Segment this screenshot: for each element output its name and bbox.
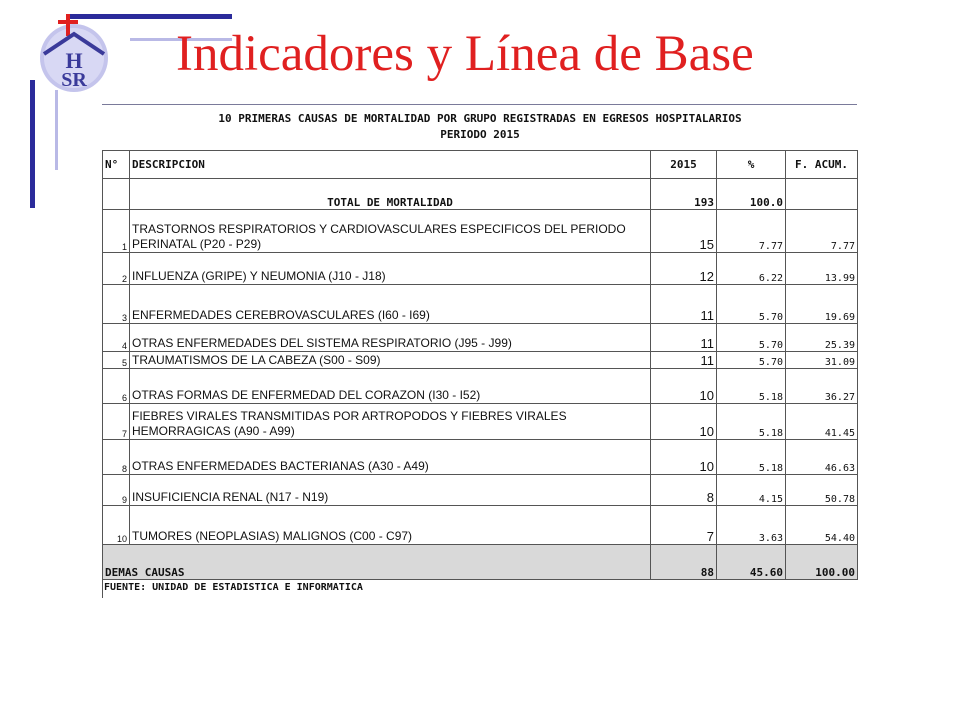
row-pct: 3.63 bbox=[717, 505, 786, 544]
mortality-table bbox=[102, 105, 858, 580]
row-number: 1 bbox=[103, 209, 130, 252]
row-acum: 19.69 bbox=[786, 284, 858, 323]
column-header-row bbox=[103, 150, 858, 178]
row-number: 5 bbox=[103, 351, 130, 368]
total-pct: 100.0 bbox=[717, 178, 786, 209]
col-num-header: N° bbox=[103, 150, 130, 178]
svg-text:H: H bbox=[65, 48, 83, 73]
hospital-logo bbox=[36, 14, 116, 94]
table-row bbox=[103, 323, 858, 351]
row-value: 11 bbox=[651, 284, 717, 323]
total-value: 193 bbox=[651, 178, 717, 209]
row-acum: 31.09 bbox=[786, 351, 858, 368]
row-description: INSUFICIENCIA RENAL (N17 - N19) bbox=[130, 474, 651, 505]
total-row bbox=[103, 178, 858, 209]
row-number: 3 bbox=[103, 284, 130, 323]
table-row bbox=[103, 351, 858, 368]
table-heading-line2: PERIODO 2015 bbox=[440, 128, 520, 142]
frame-line-left bbox=[30, 80, 35, 208]
row-pct: 5.70 bbox=[717, 323, 786, 351]
row-pct: 5.18 bbox=[717, 439, 786, 474]
others-pct: 45.60 bbox=[717, 544, 786, 579]
row-description: INFLUENZA (GRIPE) Y NEUMONIA (J10 - J18) bbox=[130, 252, 651, 284]
table-row bbox=[103, 403, 858, 439]
row-description: FIEBRES VIRALES TRANSMITIDAS POR ARTROPODOS Y FIEBRES VIRALES HEMORRAGICAS (A90 - A99) bbox=[130, 403, 651, 439]
row-acum: 41.45 bbox=[786, 403, 858, 439]
table-row bbox=[103, 439, 858, 474]
row-acum: 54.40 bbox=[786, 505, 858, 544]
row-pct: 4.15 bbox=[717, 474, 786, 505]
row-value: 15 bbox=[651, 209, 717, 252]
row-number: 4 bbox=[103, 323, 130, 351]
col-pct-header: % bbox=[717, 150, 786, 178]
row-description: OTRAS ENFERMEDADES BACTERIANAS (A30 - A49) bbox=[130, 439, 651, 474]
row-acum: 36.27 bbox=[786, 368, 858, 403]
row-description: OTRAS ENFERMEDADES DEL SISTEMA RESPIRATORIO (J95 - J99) bbox=[130, 323, 651, 351]
row-pct: 5.18 bbox=[717, 368, 786, 403]
table-row bbox=[103, 474, 858, 505]
row-description: OTRAS FORMAS DE ENFERMEDAD DEL CORAZON (I30 - I52) bbox=[130, 368, 651, 403]
row-value: 7 bbox=[651, 505, 717, 544]
house-cross-logo-icon bbox=[36, 14, 116, 94]
slide-title: Indicadores y Línea de Base bbox=[176, 26, 754, 82]
source-rule bbox=[102, 576, 103, 598]
row-description: TUMORES (NEOPLASIAS) MALIGNOS (C00 - C97) bbox=[130, 505, 651, 544]
row-number: 10 bbox=[103, 505, 130, 544]
row-number: 8 bbox=[103, 439, 130, 474]
table-row bbox=[103, 284, 858, 323]
row-pct: 7.77 bbox=[717, 209, 786, 252]
row-value: 8 bbox=[651, 474, 717, 505]
table-heading-row bbox=[103, 105, 858, 150]
table-row bbox=[103, 368, 858, 403]
table-source-note: FUENTE: UNIDAD DE ESTADISTICA E INFORMATICA bbox=[104, 582, 363, 593]
row-acum: 13.99 bbox=[786, 252, 858, 284]
row-number: 9 bbox=[103, 474, 130, 505]
others-row bbox=[103, 544, 858, 579]
col-desc-header: DESCRIPCION bbox=[130, 150, 651, 178]
row-description: TRASTORNOS RESPIRATORIOS Y CARDIOVASCULARES ESPECIFICOS DEL PERIODO PERINATAL (P20 - P29) bbox=[130, 209, 651, 252]
table-row bbox=[103, 252, 858, 284]
row-number: 2 bbox=[103, 252, 130, 284]
row-value: 11 bbox=[651, 323, 717, 351]
row-value: 12 bbox=[651, 252, 717, 284]
row-pct: 5.18 bbox=[717, 403, 786, 439]
row-description: ENFERMEDADES CEREBROVASCULARES (I60 - I69) bbox=[130, 284, 651, 323]
others-label: DEMAS CAUSAS bbox=[103, 544, 651, 579]
row-acum: 50.78 bbox=[786, 474, 858, 505]
row-value: 10 bbox=[651, 439, 717, 474]
row-description: TRAUMATISMOS DE LA CABEZA (S00 - S09) bbox=[130, 351, 651, 368]
row-pct: 5.70 bbox=[717, 284, 786, 323]
row-acum: 46.63 bbox=[786, 439, 858, 474]
table-row bbox=[103, 209, 858, 252]
others-acum: 100.00 bbox=[786, 544, 858, 579]
row-value: 10 bbox=[651, 403, 717, 439]
col-acum-header: F. ACUM. bbox=[786, 150, 858, 178]
table-row bbox=[103, 505, 858, 544]
total-label: TOTAL DE MORTALIDAD bbox=[130, 178, 651, 209]
row-number: 7 bbox=[103, 403, 130, 439]
others-value: 88 bbox=[651, 544, 717, 579]
row-number: 6 bbox=[103, 368, 130, 403]
col-year-header: 2015 bbox=[651, 150, 717, 178]
row-acum: 25.39 bbox=[786, 323, 858, 351]
row-acum: 7.77 bbox=[786, 209, 858, 252]
row-value: 11 bbox=[651, 351, 717, 368]
frame-line-left-light bbox=[55, 90, 58, 170]
row-pct: 5.70 bbox=[717, 351, 786, 368]
svg-text:SR: SR bbox=[61, 69, 87, 91]
row-pct: 6.22 bbox=[717, 252, 786, 284]
table-heading bbox=[103, 105, 858, 150]
row-value: 10 bbox=[651, 368, 717, 403]
table-heading-line1: 10 PRIMERAS CAUSAS DE MORTALIDAD POR GRUPO REGISTRADAS EN EGRESOS HOSPITALARIOS bbox=[218, 112, 742, 126]
